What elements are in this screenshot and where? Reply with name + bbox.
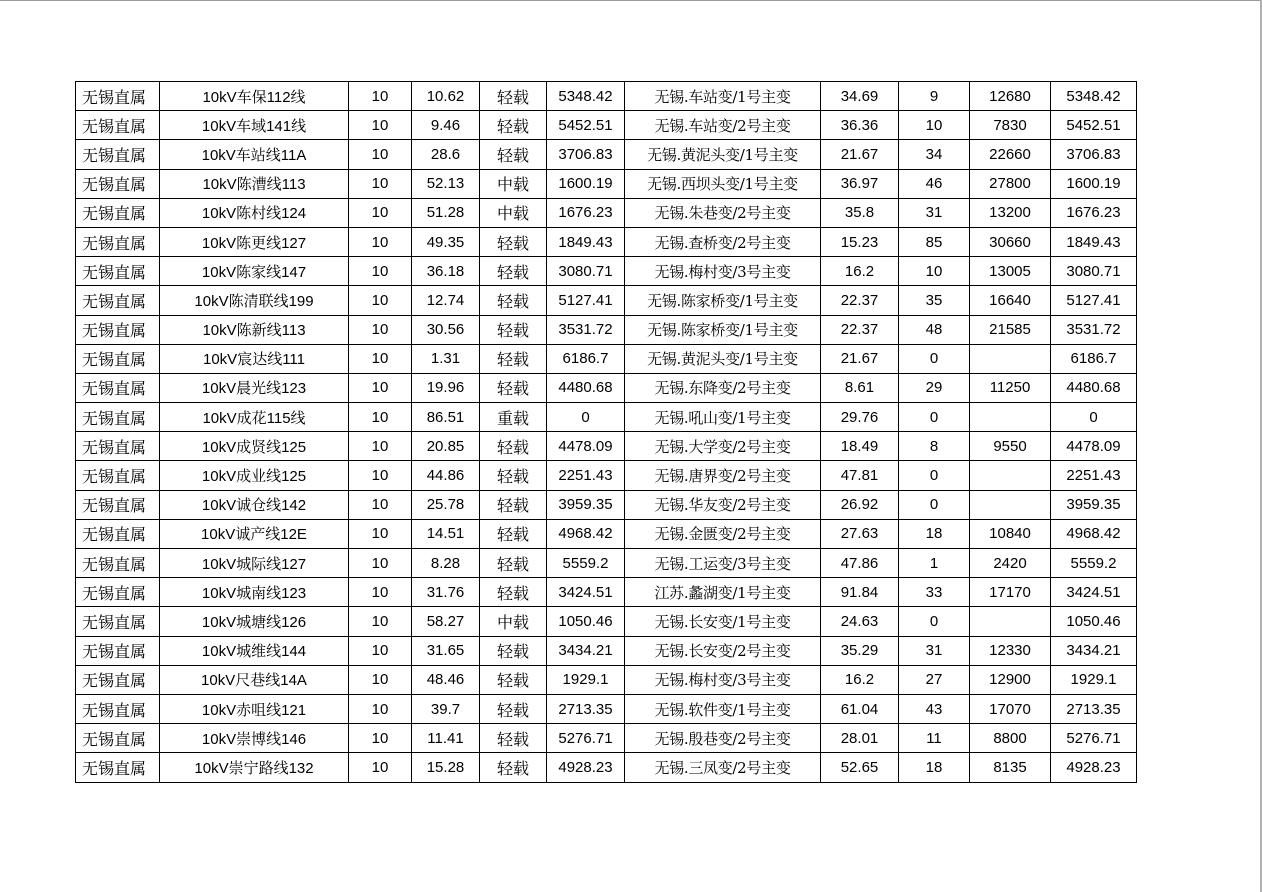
available-capacity-cell: 3424.51 bbox=[547, 578, 625, 607]
load-status-cell: 轻载 bbox=[480, 519, 547, 548]
voltage-cell: 10 bbox=[349, 607, 412, 636]
table-body bbox=[76, 82, 1137, 783]
transformer-load-rate-cell: 21.67 bbox=[821, 344, 899, 373]
capacity-cell: 12680 bbox=[970, 82, 1051, 111]
line-name-cell: 10kV诚仓线142 bbox=[160, 490, 349, 519]
org-cell: 无锡直属 bbox=[76, 549, 160, 578]
remaining-capacity-cell: 3531.72 bbox=[1051, 315, 1137, 344]
load-status-cell: 轻载 bbox=[480, 227, 547, 256]
count-cell: 0 bbox=[899, 461, 970, 490]
capacity-cell bbox=[970, 403, 1051, 432]
transformer-load-rate-cell: 8.61 bbox=[821, 373, 899, 402]
available-capacity-cell: 1676.23 bbox=[547, 198, 625, 227]
available-capacity-cell: 3706.83 bbox=[547, 140, 625, 169]
voltage-cell: 10 bbox=[349, 490, 412, 519]
voltage-cell: 10 bbox=[349, 519, 412, 548]
voltage-cell: 10 bbox=[349, 724, 412, 753]
load-status-cell: 轻载 bbox=[480, 753, 547, 782]
org-cell: 无锡直属 bbox=[76, 490, 160, 519]
remaining-capacity-cell: 4928.23 bbox=[1051, 753, 1137, 782]
load-status-cell: 中载 bbox=[480, 198, 547, 227]
remaining-capacity-cell: 5559.2 bbox=[1051, 549, 1137, 578]
transformer-load-rate-cell: 18.49 bbox=[821, 432, 899, 461]
table-row bbox=[76, 753, 1137, 782]
remaining-capacity-cell: 3706.83 bbox=[1051, 140, 1137, 169]
transformer-cell: 无锡.长安变/2号主变 bbox=[625, 636, 821, 665]
transformer-load-rate-cell: 28.01 bbox=[821, 724, 899, 753]
line-name-cell: 10kV崇宁路线132 bbox=[160, 753, 349, 782]
org-cell: 无锡直属 bbox=[76, 286, 160, 315]
available-capacity-cell: 1929.1 bbox=[547, 665, 625, 694]
count-cell: 0 bbox=[899, 490, 970, 519]
load-rate-cell: 25.78 bbox=[412, 490, 480, 519]
load-rate-cell: 58.27 bbox=[412, 607, 480, 636]
available-capacity-cell: 2713.35 bbox=[547, 694, 625, 723]
count-cell: 29 bbox=[899, 373, 970, 402]
available-capacity-cell: 3434.21 bbox=[547, 636, 625, 665]
line-name-cell: 10kV车站线11A bbox=[160, 140, 349, 169]
table-row bbox=[76, 111, 1137, 140]
voltage-cell: 10 bbox=[349, 140, 412, 169]
transformer-cell: 无锡.吼山变/1号主变 bbox=[625, 403, 821, 432]
count-cell: 1 bbox=[899, 549, 970, 578]
transformer-load-rate-cell: 35.8 bbox=[821, 198, 899, 227]
count-cell: 35 bbox=[899, 286, 970, 315]
org-cell: 无锡直属 bbox=[76, 753, 160, 782]
load-status-cell: 轻载 bbox=[480, 665, 547, 694]
count-cell: 0 bbox=[899, 344, 970, 373]
count-cell: 9 bbox=[899, 82, 970, 111]
count-cell: 85 bbox=[899, 227, 970, 256]
count-cell: 11 bbox=[899, 724, 970, 753]
load-rate-cell: 28.6 bbox=[412, 140, 480, 169]
capacity-cell bbox=[970, 607, 1051, 636]
count-cell: 0 bbox=[899, 607, 970, 636]
available-capacity-cell: 4928.23 bbox=[547, 753, 625, 782]
transformer-load-rate-cell: 29.76 bbox=[821, 403, 899, 432]
table-row bbox=[76, 432, 1137, 461]
voltage-cell: 10 bbox=[349, 257, 412, 286]
table-row bbox=[76, 549, 1137, 578]
remaining-capacity-cell: 3959.35 bbox=[1051, 490, 1137, 519]
voltage-cell: 10 bbox=[349, 286, 412, 315]
load-status-cell: 轻载 bbox=[480, 461, 547, 490]
load-rate-cell: 12.74 bbox=[412, 286, 480, 315]
available-capacity-cell: 5348.42 bbox=[547, 82, 625, 111]
line-name-cell: 10kV成业线125 bbox=[160, 461, 349, 490]
count-cell: 31 bbox=[899, 198, 970, 227]
table-row bbox=[76, 315, 1137, 344]
remaining-capacity-cell: 1050.46 bbox=[1051, 607, 1137, 636]
load-rate-cell: 1.31 bbox=[412, 344, 480, 373]
count-cell: 10 bbox=[899, 111, 970, 140]
voltage-cell: 10 bbox=[349, 111, 412, 140]
load-rate-cell: 11.41 bbox=[412, 724, 480, 753]
transformer-load-rate-cell: 22.37 bbox=[821, 286, 899, 315]
org-cell: 无锡直属 bbox=[76, 344, 160, 373]
load-status-cell: 轻载 bbox=[480, 140, 547, 169]
count-cell: 31 bbox=[899, 636, 970, 665]
transformer-load-rate-cell: 36.97 bbox=[821, 169, 899, 198]
capacity-cell: 12330 bbox=[970, 636, 1051, 665]
line-name-cell: 10kV赤咀线121 bbox=[160, 694, 349, 723]
capacity-cell: 17170 bbox=[970, 578, 1051, 607]
count-cell: 0 bbox=[899, 403, 970, 432]
load-rate-cell: 8.28 bbox=[412, 549, 480, 578]
load-status-cell: 轻载 bbox=[480, 490, 547, 519]
available-capacity-cell: 3080.71 bbox=[547, 257, 625, 286]
load-status-cell: 轻载 bbox=[480, 257, 547, 286]
line-name-cell: 10kV诚产线12E bbox=[160, 519, 349, 548]
load-rate-cell: 31.65 bbox=[412, 636, 480, 665]
remaining-capacity-cell: 5276.71 bbox=[1051, 724, 1137, 753]
org-cell: 无锡直属 bbox=[76, 169, 160, 198]
transformer-cell: 无锡.东降变/2号主变 bbox=[625, 373, 821, 402]
load-rate-cell: 48.46 bbox=[412, 665, 480, 694]
org-cell: 无锡直属 bbox=[76, 373, 160, 402]
available-capacity-cell: 5127.41 bbox=[547, 286, 625, 315]
table-row bbox=[76, 636, 1137, 665]
line-name-cell: 10kV城际线127 bbox=[160, 549, 349, 578]
feeder-load-table bbox=[75, 81, 1137, 783]
load-rate-cell: 86.51 bbox=[412, 403, 480, 432]
available-capacity-cell: 4968.42 bbox=[547, 519, 625, 548]
org-cell: 无锡直属 bbox=[76, 665, 160, 694]
transformer-load-rate-cell: 47.86 bbox=[821, 549, 899, 578]
transformer-cell: 无锡.唐界变/2号主变 bbox=[625, 461, 821, 490]
org-cell: 无锡直属 bbox=[76, 227, 160, 256]
table-row bbox=[76, 227, 1137, 256]
voltage-cell: 10 bbox=[349, 753, 412, 782]
load-rate-cell: 39.7 bbox=[412, 694, 480, 723]
capacity-cell: 2420 bbox=[970, 549, 1051, 578]
line-name-cell: 10kV陈村线124 bbox=[160, 198, 349, 227]
org-cell: 无锡直属 bbox=[76, 724, 160, 753]
count-cell: 27 bbox=[899, 665, 970, 694]
transformer-load-rate-cell: 26.92 bbox=[821, 490, 899, 519]
load-rate-cell: 14.51 bbox=[412, 519, 480, 548]
line-name-cell: 10kV成花115线 bbox=[160, 403, 349, 432]
load-status-cell: 轻载 bbox=[480, 694, 547, 723]
voltage-cell: 10 bbox=[349, 549, 412, 578]
count-cell: 46 bbox=[899, 169, 970, 198]
voltage-cell: 10 bbox=[349, 461, 412, 490]
available-capacity-cell: 5452.51 bbox=[547, 111, 625, 140]
voltage-cell: 10 bbox=[349, 344, 412, 373]
capacity-cell: 13200 bbox=[970, 198, 1051, 227]
line-name-cell: 10kV城塘线126 bbox=[160, 607, 349, 636]
remaining-capacity-cell: 3080.71 bbox=[1051, 257, 1137, 286]
table-row bbox=[76, 169, 1137, 198]
remaining-capacity-cell: 5452.51 bbox=[1051, 111, 1137, 140]
load-status-cell: 中载 bbox=[480, 607, 547, 636]
capacity-cell: 7830 bbox=[970, 111, 1051, 140]
capacity-cell: 8800 bbox=[970, 724, 1051, 753]
transformer-cell: 无锡.梅村变/3号主变 bbox=[625, 665, 821, 694]
capacity-cell: 10840 bbox=[970, 519, 1051, 548]
load-status-cell: 轻载 bbox=[480, 82, 547, 111]
line-name-cell: 10kV成贤线125 bbox=[160, 432, 349, 461]
table-row bbox=[76, 140, 1137, 169]
available-capacity-cell: 5559.2 bbox=[547, 549, 625, 578]
load-rate-cell: 15.28 bbox=[412, 753, 480, 782]
table-row bbox=[76, 578, 1137, 607]
capacity-cell: 16640 bbox=[970, 286, 1051, 315]
capacity-cell bbox=[970, 461, 1051, 490]
voltage-cell: 10 bbox=[349, 227, 412, 256]
transformer-cell: 无锡.陈家桥变/1号主变 bbox=[625, 315, 821, 344]
transformer-load-rate-cell: 52.65 bbox=[821, 753, 899, 782]
org-cell: 无锡直属 bbox=[76, 198, 160, 227]
transformer-cell: 无锡.查桥变/2号主变 bbox=[625, 227, 821, 256]
transformer-cell: 无锡.殷巷变/2号主变 bbox=[625, 724, 821, 753]
remaining-capacity-cell: 0 bbox=[1051, 403, 1137, 432]
load-rate-cell: 30.56 bbox=[412, 315, 480, 344]
org-cell: 无锡直属 bbox=[76, 432, 160, 461]
voltage-cell: 10 bbox=[349, 373, 412, 402]
line-name-cell: 10kV城南线123 bbox=[160, 578, 349, 607]
load-status-cell: 轻载 bbox=[480, 636, 547, 665]
transformer-cell: 江苏.蠡湖变/1号主变 bbox=[625, 578, 821, 607]
capacity-cell: 17070 bbox=[970, 694, 1051, 723]
voltage-cell: 10 bbox=[349, 169, 412, 198]
remaining-capacity-cell: 2251.43 bbox=[1051, 461, 1137, 490]
count-cell: 8 bbox=[899, 432, 970, 461]
table-row bbox=[76, 373, 1137, 402]
transformer-cell: 无锡.软件变/1号主变 bbox=[625, 694, 821, 723]
capacity-cell: 21585 bbox=[970, 315, 1051, 344]
available-capacity-cell: 1600.19 bbox=[547, 169, 625, 198]
line-name-cell: 10kV车域141线 bbox=[160, 111, 349, 140]
transformer-cell: 无锡.梅村变/3号主变 bbox=[625, 257, 821, 286]
transformer-cell: 无锡.三凤变/2号主变 bbox=[625, 753, 821, 782]
capacity-cell: 22660 bbox=[970, 140, 1051, 169]
org-cell: 无锡直属 bbox=[76, 140, 160, 169]
load-rate-cell: 19.96 bbox=[412, 373, 480, 402]
transformer-cell: 无锡.黄泥头变/1号主变 bbox=[625, 344, 821, 373]
transformer-load-rate-cell: 61.04 bbox=[821, 694, 899, 723]
load-rate-cell: 52.13 bbox=[412, 169, 480, 198]
load-rate-cell: 31.76 bbox=[412, 578, 480, 607]
table-row bbox=[76, 694, 1137, 723]
transformer-load-rate-cell: 47.81 bbox=[821, 461, 899, 490]
table-row bbox=[76, 490, 1137, 519]
table-row bbox=[76, 461, 1137, 490]
voltage-cell: 10 bbox=[349, 578, 412, 607]
available-capacity-cell: 3531.72 bbox=[547, 315, 625, 344]
load-status-cell: 轻载 bbox=[480, 315, 547, 344]
remaining-capacity-cell: 1600.19 bbox=[1051, 169, 1137, 198]
table-row bbox=[76, 257, 1137, 286]
table-row bbox=[76, 403, 1137, 432]
transformer-load-rate-cell: 27.63 bbox=[821, 519, 899, 548]
org-cell: 无锡直属 bbox=[76, 403, 160, 432]
transformer-load-rate-cell: 91.84 bbox=[821, 578, 899, 607]
remaining-capacity-cell: 4968.42 bbox=[1051, 519, 1137, 548]
transformer-cell: 无锡.西坝头变/1号主变 bbox=[625, 169, 821, 198]
line-name-cell: 10kV陈新线113 bbox=[160, 315, 349, 344]
remaining-capacity-cell: 4478.09 bbox=[1051, 432, 1137, 461]
available-capacity-cell: 0 bbox=[547, 403, 625, 432]
load-rate-cell: 49.35 bbox=[412, 227, 480, 256]
capacity-cell bbox=[970, 344, 1051, 373]
load-status-cell: 轻载 bbox=[480, 724, 547, 753]
load-rate-cell: 44.86 bbox=[412, 461, 480, 490]
available-capacity-cell: 4480.68 bbox=[547, 373, 625, 402]
remaining-capacity-cell: 5348.42 bbox=[1051, 82, 1137, 111]
remaining-capacity-cell: 1929.1 bbox=[1051, 665, 1137, 694]
table-row bbox=[76, 607, 1137, 636]
available-capacity-cell: 1849.43 bbox=[547, 227, 625, 256]
count-cell: 48 bbox=[899, 315, 970, 344]
transformer-cell: 无锡.金匮变/2号主变 bbox=[625, 519, 821, 548]
load-status-cell: 轻载 bbox=[480, 549, 547, 578]
table-row bbox=[76, 665, 1137, 694]
transformer-load-rate-cell: 15.23 bbox=[821, 227, 899, 256]
capacity-cell: 9550 bbox=[970, 432, 1051, 461]
transformer-cell: 无锡.工运变/3号主变 bbox=[625, 549, 821, 578]
org-cell: 无锡直属 bbox=[76, 607, 160, 636]
line-name-cell: 10kV陈更线127 bbox=[160, 227, 349, 256]
transformer-cell: 无锡.长安变/1号主变 bbox=[625, 607, 821, 636]
transformer-load-rate-cell: 34.69 bbox=[821, 82, 899, 111]
capacity-cell: 11250 bbox=[970, 373, 1051, 402]
available-capacity-cell: 2251.43 bbox=[547, 461, 625, 490]
transformer-load-rate-cell: 35.29 bbox=[821, 636, 899, 665]
voltage-cell: 10 bbox=[349, 82, 412, 111]
voltage-cell: 10 bbox=[349, 315, 412, 344]
transformer-cell: 无锡.黄泥头变/1号主变 bbox=[625, 140, 821, 169]
voltage-cell: 10 bbox=[349, 665, 412, 694]
org-cell: 无锡直属 bbox=[76, 519, 160, 548]
load-status-cell: 轻载 bbox=[480, 344, 547, 373]
line-name-cell: 10kV尺巷线14A bbox=[160, 665, 349, 694]
table-row bbox=[76, 286, 1137, 315]
transformer-load-rate-cell: 22.37 bbox=[821, 315, 899, 344]
available-capacity-cell: 1050.46 bbox=[547, 607, 625, 636]
available-capacity-cell: 5276.71 bbox=[547, 724, 625, 753]
load-status-cell: 中载 bbox=[480, 169, 547, 198]
load-status-cell: 轻载 bbox=[480, 286, 547, 315]
remaining-capacity-cell: 5127.41 bbox=[1051, 286, 1137, 315]
load-rate-cell: 20.85 bbox=[412, 432, 480, 461]
load-rate-cell: 9.46 bbox=[412, 111, 480, 140]
load-status-cell: 轻载 bbox=[480, 578, 547, 607]
line-name-cell: 10kV车保112线 bbox=[160, 82, 349, 111]
remaining-capacity-cell: 4480.68 bbox=[1051, 373, 1137, 402]
table-row bbox=[76, 519, 1137, 548]
voltage-cell: 10 bbox=[349, 432, 412, 461]
org-cell: 无锡直属 bbox=[76, 578, 160, 607]
org-cell: 无锡直属 bbox=[76, 257, 160, 286]
remaining-capacity-cell: 3434.21 bbox=[1051, 636, 1137, 665]
transformer-cell: 无锡.大学变/2号主变 bbox=[625, 432, 821, 461]
count-cell: 18 bbox=[899, 753, 970, 782]
capacity-cell: 27800 bbox=[970, 169, 1051, 198]
org-cell: 无锡直属 bbox=[76, 82, 160, 111]
available-capacity-cell: 6186.7 bbox=[547, 344, 625, 373]
page-top-edge bbox=[0, 0, 1262, 1]
transformer-cell: 无锡.陈家桥变/1号主变 bbox=[625, 286, 821, 315]
transformer-load-rate-cell: 24.63 bbox=[821, 607, 899, 636]
capacity-cell: 30660 bbox=[970, 227, 1051, 256]
load-status-cell: 轻载 bbox=[480, 432, 547, 461]
table-row bbox=[76, 724, 1137, 753]
count-cell: 33 bbox=[899, 578, 970, 607]
remaining-capacity-cell: 2713.35 bbox=[1051, 694, 1137, 723]
org-cell: 无锡直属 bbox=[76, 636, 160, 665]
available-capacity-cell: 4478.09 bbox=[547, 432, 625, 461]
capacity-cell: 12900 bbox=[970, 665, 1051, 694]
transformer-cell: 无锡.朱巷变/2号主变 bbox=[625, 198, 821, 227]
table-row bbox=[76, 198, 1137, 227]
voltage-cell: 10 bbox=[349, 636, 412, 665]
table-row bbox=[76, 82, 1137, 111]
transformer-load-rate-cell: 16.2 bbox=[821, 257, 899, 286]
org-cell: 无锡直属 bbox=[76, 461, 160, 490]
capacity-cell: 8135 bbox=[970, 753, 1051, 782]
load-rate-cell: 10.62 bbox=[412, 82, 480, 111]
line-name-cell: 10kV崇博线146 bbox=[160, 724, 349, 753]
line-name-cell: 10kV晨光线123 bbox=[160, 373, 349, 402]
line-name-cell: 10kV陈清联线199 bbox=[160, 286, 349, 315]
transformer-load-rate-cell: 16.2 bbox=[821, 665, 899, 694]
org-cell: 无锡直属 bbox=[76, 694, 160, 723]
line-name-cell: 10kV宸达线111 bbox=[160, 344, 349, 373]
load-rate-cell: 36.18 bbox=[412, 257, 480, 286]
remaining-capacity-cell: 3424.51 bbox=[1051, 578, 1137, 607]
voltage-cell: 10 bbox=[349, 694, 412, 723]
line-name-cell: 10kV城维线144 bbox=[160, 636, 349, 665]
org-cell: 无锡直属 bbox=[76, 111, 160, 140]
transformer-cell: 无锡.车站变/1号主变 bbox=[625, 82, 821, 111]
count-cell: 34 bbox=[899, 140, 970, 169]
capacity-cell: 13005 bbox=[970, 257, 1051, 286]
remaining-capacity-cell: 1849.43 bbox=[1051, 227, 1137, 256]
transformer-load-rate-cell: 36.36 bbox=[821, 111, 899, 140]
count-cell: 43 bbox=[899, 694, 970, 723]
load-rate-cell: 51.28 bbox=[412, 198, 480, 227]
load-status-cell: 轻载 bbox=[480, 111, 547, 140]
count-cell: 10 bbox=[899, 257, 970, 286]
capacity-cell bbox=[970, 490, 1051, 519]
line-name-cell: 10kV陈家线147 bbox=[160, 257, 349, 286]
available-capacity-cell: 3959.35 bbox=[547, 490, 625, 519]
voltage-cell: 10 bbox=[349, 198, 412, 227]
line-name-cell: 10kV陈漕线113 bbox=[160, 169, 349, 198]
org-cell: 无锡直属 bbox=[76, 315, 160, 344]
transformer-cell: 无锡.华友变/2号主变 bbox=[625, 490, 821, 519]
transformer-load-rate-cell: 21.67 bbox=[821, 140, 899, 169]
load-status-cell: 重载 bbox=[480, 403, 547, 432]
load-status-cell: 轻载 bbox=[480, 373, 547, 402]
table-row bbox=[76, 344, 1137, 373]
remaining-capacity-cell: 1676.23 bbox=[1051, 198, 1137, 227]
remaining-capacity-cell: 6186.7 bbox=[1051, 344, 1137, 373]
voltage-cell: 10 bbox=[349, 403, 412, 432]
transformer-cell: 无锡.车站变/2号主变 bbox=[625, 111, 821, 140]
count-cell: 18 bbox=[899, 519, 970, 548]
